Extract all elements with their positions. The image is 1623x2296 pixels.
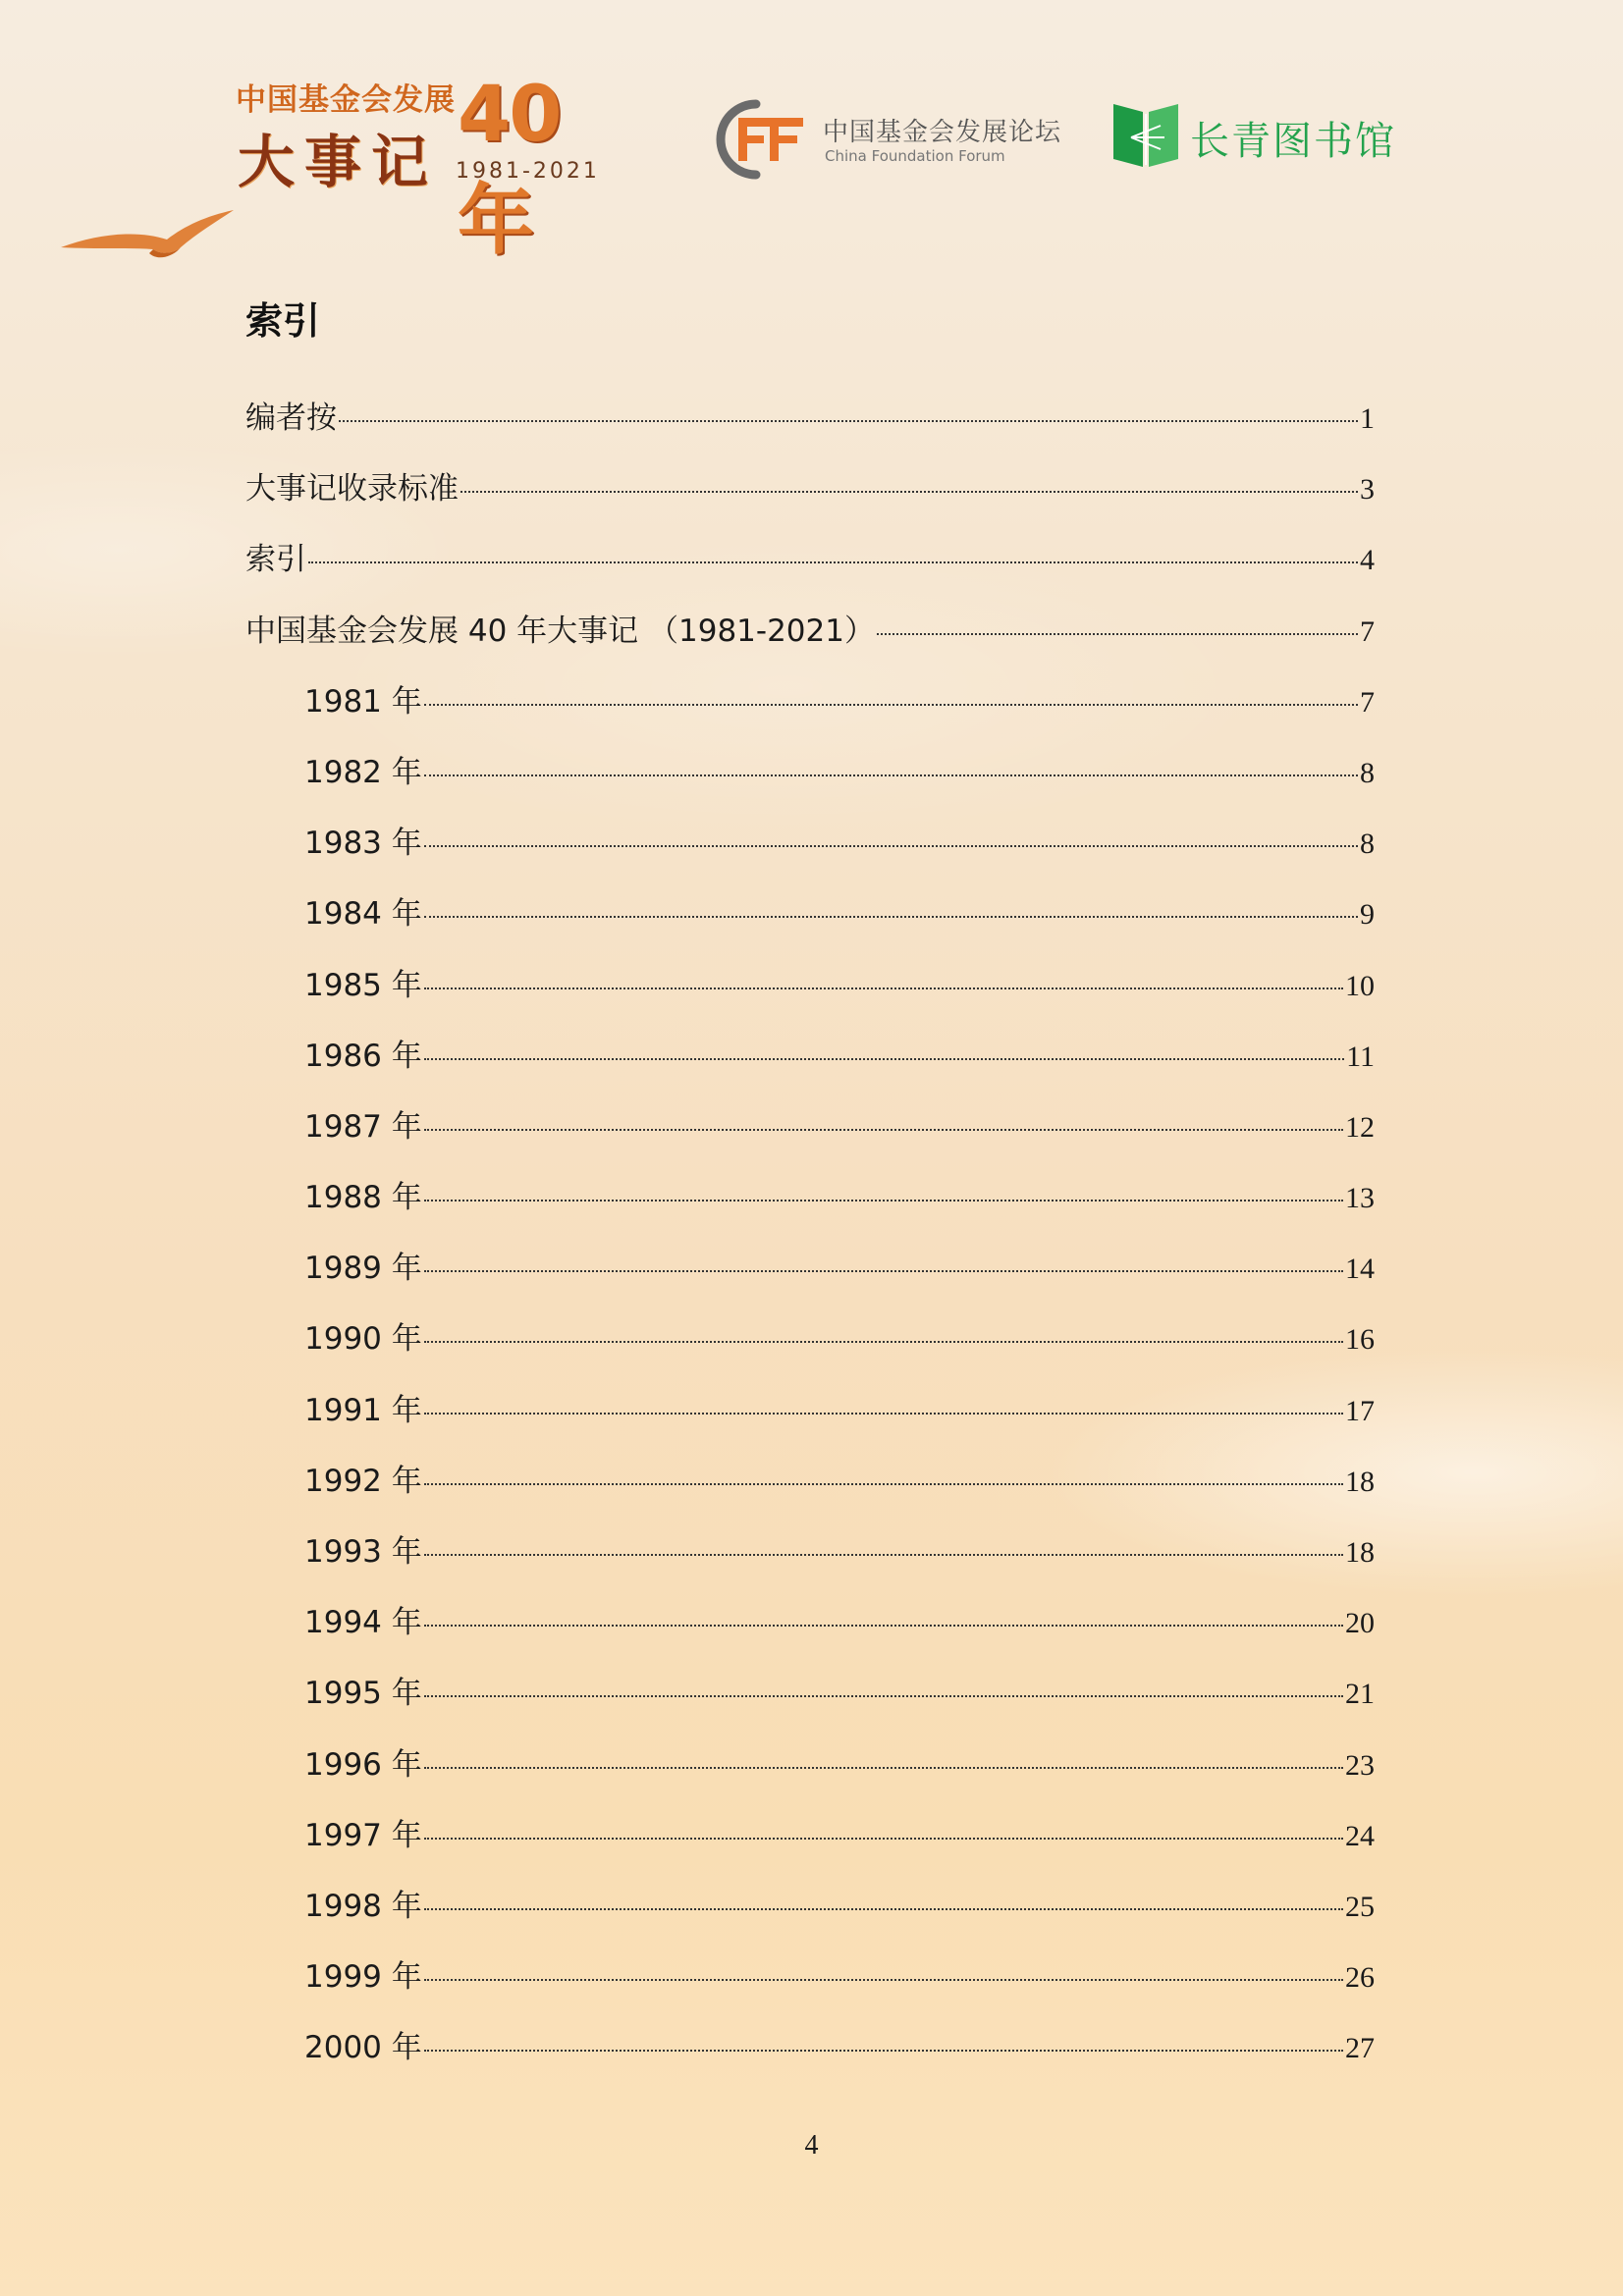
toc-entry-label: 1981 年 [304,683,422,720]
toc-dot-leader [460,491,1358,493]
toc-dot-leader [424,1058,1344,1060]
page-header [0,0,1623,265]
toc-year-entry[interactable] [245,1739,1375,1810]
toc-year-entry[interactable] [245,1810,1375,1881]
cff-name-en: China Foundation Forum [825,147,1005,165]
toc-entry[interactable] [245,534,1375,605]
toc-dot-leader [424,1979,1343,1981]
toc-dot-leader [424,1270,1343,1272]
table-of-contents [245,393,1375,2094]
toc-dot-leader [339,420,1358,422]
toc-year-entry[interactable] [245,1526,1375,1597]
toc-entry-label: 1985 年 [304,967,422,1003]
logo-big-text: 大事记 [238,129,439,195]
toc-entry-label: 1995 年 [304,1676,422,1712]
toc-entry-page: 8 [1360,756,1375,789]
toc-entry-label: 1992 年 [304,1463,422,1499]
toc-entry-label: 1994 年 [304,1605,422,1641]
toc-year-entry[interactable] [245,1951,1375,2022]
toc-year-entry[interactable] [245,888,1375,959]
toc-dot-leader [424,1625,1343,1627]
bird-decoration-icon [59,204,241,263]
toc-entry-page: 7 [1360,614,1375,648]
toc-entry[interactable] [245,463,1375,534]
toc-dot-leader [424,1129,1343,1131]
toc-year-entry[interactable] [245,1597,1375,1668]
toc-dot-leader [424,1554,1343,1556]
toc-entry-page: 21 [1345,1678,1375,1711]
logo-small-text: 中国基金会发展 [236,82,456,118]
toc-entry-page: 10 [1345,969,1375,1002]
toc-dot-leader [424,1908,1343,1910]
toc-year-entry[interactable] [245,818,1375,888]
toc-year-entry[interactable] [245,1668,1375,1738]
toc-entry-label: 2000 年 [304,2030,422,2066]
toc-entry-label: 索引 [245,542,306,578]
toc-entry-label: 1991 年 [304,1392,422,1428]
toc-dot-leader [308,561,1358,563]
logo-years-text: 1981-2021 [456,159,600,184]
toc-entry-label: 1986 年 [304,1038,422,1074]
toc-entry-page: 18 [1345,1536,1375,1569]
toc-entry[interactable] [245,606,1375,676]
dashiji-40-logo [234,69,617,265]
toc-dot-leader [424,845,1358,847]
cff-emblem-icon [705,96,813,181]
toc-entry-label: 1996 年 [304,1746,422,1783]
toc-year-entry[interactable] [245,747,1375,818]
toc-dot-leader [424,1341,1343,1343]
toc-entry-page: 12 [1345,1110,1375,1144]
toc-year-entry[interactable] [245,676,1375,747]
toc-entry-page: 25 [1345,1890,1375,1923]
toc-year-entry[interactable] [245,1101,1375,1172]
toc-entry-page: 26 [1345,1961,1375,1995]
toc-dot-leader [424,2050,1343,2052]
toc-entry-page: 7 [1360,685,1375,719]
toc-dot-leader [424,988,1343,989]
toc-entry-page: 3 [1360,473,1375,507]
toc-entry-page: 23 [1345,1748,1375,1782]
toc-dot-leader [424,1767,1343,1769]
toc-year-entry[interactable] [245,2022,1375,2093]
toc-entry-label: 1987 年 [304,1108,422,1145]
logo-forty-text: 40年 [458,71,561,265]
toc-year-entry[interactable] [245,1881,1375,1951]
book-icon [1109,98,1182,169]
toc-year-entry[interactable] [245,1243,1375,1313]
toc-entry-page: 9 [1360,898,1375,932]
toc-dot-leader [424,774,1358,776]
changqing-library-logo [1109,98,1424,177]
toc-year-entry[interactable] [245,1172,1375,1243]
toc-entry-page: 1 [1360,402,1375,435]
toc-entry-label: 1997 年 [304,1817,422,1853]
changqing-library-name: 长青图书馆 [1190,119,1396,164]
toc-entry[interactable] [245,393,1375,463]
toc-dot-leader [877,633,1358,635]
toc-year-entry[interactable] [245,1456,1375,1526]
toc-year-entry[interactable] [245,1313,1375,1384]
toc-entry-label: 1993 年 [304,1534,422,1570]
toc-entry-page: 24 [1345,1819,1375,1852]
toc-entry-label: 1999 年 [304,1959,422,1996]
toc-year-entry[interactable] [245,1031,1375,1101]
toc-dot-leader [424,1413,1343,1415]
toc-entry-label: 1983 年 [304,826,422,862]
toc-entry-page: 8 [1360,828,1375,861]
toc-entry-label: 1998 年 [304,1888,422,1924]
toc-entry-page: 16 [1345,1323,1375,1357]
toc-entry-label: 1989 年 [304,1251,422,1287]
toc-entry-label: 1990 年 [304,1321,422,1358]
toc-dot-leader [424,704,1358,706]
toc-entry-label: 1982 年 [304,754,422,790]
toc-entry-page: 17 [1345,1394,1375,1427]
toc-entry-label: 1984 年 [304,896,422,933]
toc-entry-label: 1988 年 [304,1180,422,1216]
toc-year-entry[interactable] [245,960,1375,1031]
toc-dot-leader [424,1483,1343,1485]
toc-entry-page: 4 [1360,544,1375,577]
china-foundation-forum-logo [705,96,1078,185]
toc-entry-page: 27 [1345,2032,1375,2065]
toc-year-entry[interactable] [245,1385,1375,1456]
toc-dot-leader [424,1695,1343,1697]
toc-entry-page: 14 [1345,1253,1375,1286]
toc-entry-page: 11 [1346,1040,1375,1073]
page-number: 4 [804,2130,819,2161]
toc-dot-leader [424,1200,1343,1201]
toc-entry-label: 大事记收录标准 [245,471,459,507]
toc-dot-leader [424,916,1358,918]
toc-entry-page: 13 [1345,1182,1375,1215]
toc-entry-label: 中国基金会发展 40 年大事记 （1981-2021） [245,613,875,649]
toc-entry-label: 编者按 [245,400,337,436]
toc-entry-page: 18 [1345,1465,1375,1498]
toc-entry-page: 20 [1345,1607,1375,1640]
page-title: 索引 [245,299,321,343]
toc-dot-leader [424,1838,1343,1840]
cff-name-cn: 中国基金会发展论坛 [823,118,1062,147]
